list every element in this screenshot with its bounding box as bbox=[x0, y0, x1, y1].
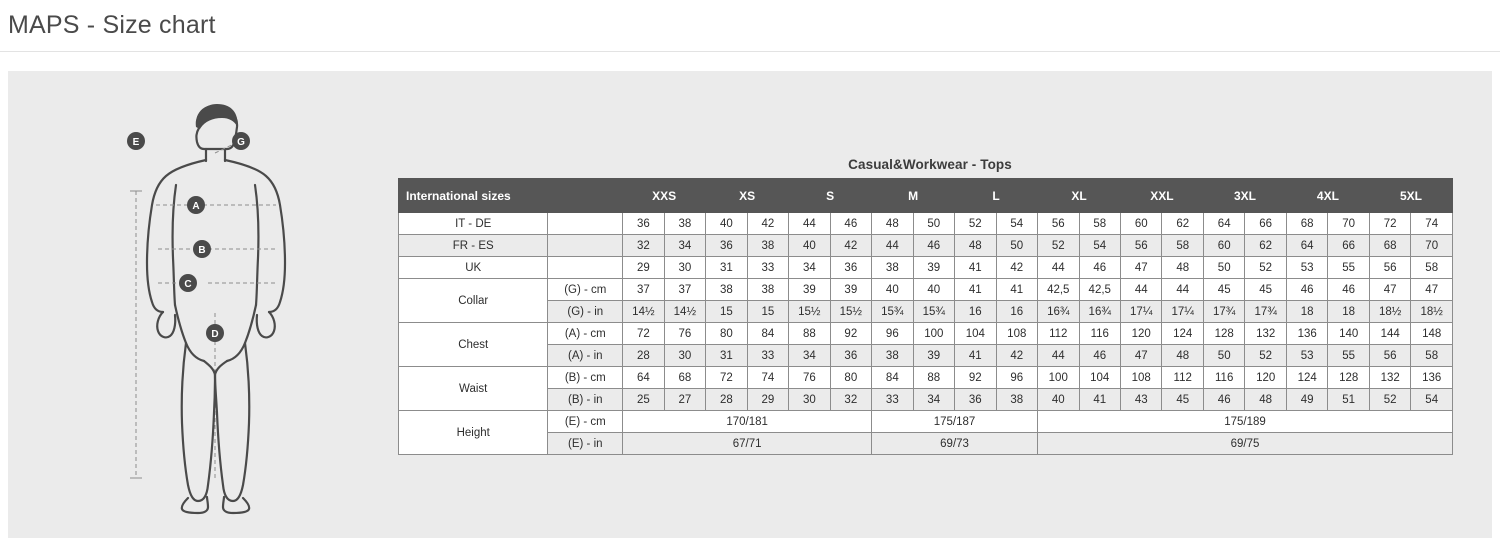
table-cell: 76 bbox=[789, 367, 830, 389]
table-cell: 72 bbox=[623, 323, 664, 345]
row-unit bbox=[548, 257, 623, 279]
table-cell-merged: 69/75 bbox=[1038, 433, 1453, 455]
table-cell: 38 bbox=[747, 279, 789, 301]
header-size-m: M bbox=[872, 179, 955, 213]
table-cell: 16 bbox=[996, 301, 1037, 323]
table-cell: 56 bbox=[1038, 213, 1079, 235]
table-cell: 32 bbox=[623, 235, 664, 257]
table-cell: 30 bbox=[664, 257, 706, 279]
row-unit: (G) - in bbox=[548, 301, 623, 323]
table-cell: 15½ bbox=[830, 301, 872, 323]
table-cell: 124 bbox=[1286, 367, 1327, 389]
table-cell: 39 bbox=[830, 279, 872, 301]
row-unit: (A) - in bbox=[548, 345, 623, 367]
table-cell: 58 bbox=[1411, 257, 1453, 279]
table-cell: 120 bbox=[1120, 323, 1161, 345]
table-cell: 42 bbox=[996, 257, 1037, 279]
table-cell: 124 bbox=[1162, 323, 1203, 345]
header-unit bbox=[548, 179, 623, 213]
table-cell: 41 bbox=[1079, 389, 1120, 411]
table-cell: 80 bbox=[706, 323, 747, 345]
table-cell: 128 bbox=[1328, 367, 1370, 389]
row-label: Collar bbox=[399, 279, 548, 323]
header-size-xl: XL bbox=[1038, 179, 1121, 213]
row-unit bbox=[548, 213, 623, 235]
table-row bbox=[399, 367, 1453, 389]
table-cell: 46 bbox=[1079, 257, 1120, 279]
table-cell: 55 bbox=[1328, 257, 1370, 279]
table-cell: 37 bbox=[664, 279, 706, 301]
table-cell: 52 bbox=[1245, 257, 1287, 279]
table-cell: 136 bbox=[1411, 367, 1453, 389]
table-cell: 40 bbox=[789, 235, 830, 257]
table-cell: 60 bbox=[1120, 213, 1161, 235]
table-cell: 84 bbox=[872, 367, 913, 389]
table-row bbox=[399, 411, 1453, 433]
table-cell: 27 bbox=[664, 389, 706, 411]
table-cell: 45 bbox=[1203, 279, 1244, 301]
table-cell: 15 bbox=[747, 301, 789, 323]
table-cell: 17¾ bbox=[1203, 301, 1244, 323]
table-cell: 18½ bbox=[1369, 301, 1410, 323]
table-cell: 44 bbox=[789, 213, 830, 235]
body-figure bbox=[8, 71, 398, 538]
table-cell: 55 bbox=[1328, 345, 1370, 367]
table-cell: 112 bbox=[1162, 367, 1203, 389]
table-cell: 66 bbox=[1328, 235, 1370, 257]
table-cell: 46 bbox=[913, 235, 954, 257]
table-cell: 53 bbox=[1286, 345, 1327, 367]
table-cell: 39 bbox=[789, 279, 830, 301]
table-cell: 34 bbox=[789, 345, 830, 367]
table-cell: 36 bbox=[830, 345, 872, 367]
svg-text:D: D bbox=[211, 329, 219, 340]
row-unit: (G) - cm bbox=[548, 279, 623, 301]
row-unit: (E) - cm bbox=[548, 411, 623, 433]
svg-text:C: C bbox=[184, 279, 192, 290]
table-cell: 16 bbox=[955, 301, 996, 323]
table-cell: 54 bbox=[996, 213, 1037, 235]
table-cell: 54 bbox=[1079, 235, 1120, 257]
table-cell: 47 bbox=[1120, 257, 1161, 279]
table-cell: 17¼ bbox=[1162, 301, 1203, 323]
table-cell: 31 bbox=[706, 257, 747, 279]
table-cell: 72 bbox=[1369, 213, 1410, 235]
table-cell: 140 bbox=[1328, 323, 1370, 345]
table-cell: 40 bbox=[706, 213, 747, 235]
table-cell: 42,5 bbox=[1079, 279, 1120, 301]
table-cell: 100 bbox=[1038, 367, 1079, 389]
table-cell: 17¼ bbox=[1120, 301, 1161, 323]
row-label: Waist bbox=[399, 367, 548, 411]
table-cell: 48 bbox=[1245, 389, 1287, 411]
table-row bbox=[399, 345, 1453, 367]
table-cell: 28 bbox=[706, 389, 747, 411]
table-cell: 44 bbox=[1162, 279, 1203, 301]
table-cell: 108 bbox=[996, 323, 1037, 345]
table-cell: 49 bbox=[1286, 389, 1327, 411]
table-row bbox=[399, 213, 1453, 235]
table-row bbox=[399, 301, 1453, 323]
table-cell: 36 bbox=[623, 213, 664, 235]
table-cell: 96 bbox=[996, 367, 1037, 389]
table-cell: 38 bbox=[664, 213, 706, 235]
table-cell: 33 bbox=[747, 257, 789, 279]
table-cell-merged: 67/71 bbox=[623, 433, 872, 455]
table-cell: 15¾ bbox=[872, 301, 913, 323]
table-cell: 41 bbox=[955, 257, 996, 279]
table-cell: 50 bbox=[1203, 257, 1244, 279]
row-unit: (E) - in bbox=[548, 433, 623, 455]
row-label: Height bbox=[399, 411, 548, 455]
table-cell: 38 bbox=[706, 279, 747, 301]
table-cell: 17¾ bbox=[1245, 301, 1287, 323]
table-cell: 56 bbox=[1120, 235, 1161, 257]
table-cell: 39 bbox=[913, 257, 954, 279]
table-cell: 25 bbox=[623, 389, 664, 411]
table-cell: 38 bbox=[872, 257, 913, 279]
table-cell: 16¾ bbox=[1038, 301, 1079, 323]
table-cell: 40 bbox=[1038, 389, 1079, 411]
table-cell-merged: 170/181 bbox=[623, 411, 872, 433]
table-cell: 60 bbox=[1203, 235, 1244, 257]
table-cell: 44 bbox=[1038, 257, 1079, 279]
content-panel bbox=[8, 71, 1492, 538]
table-cell: 74 bbox=[1411, 213, 1453, 235]
table-cell: 96 bbox=[872, 323, 913, 345]
row-unit: (A) - cm bbox=[548, 323, 623, 345]
row-unit: (B) - cm bbox=[548, 367, 623, 389]
header-size-xxl: XXL bbox=[1120, 179, 1203, 213]
table-cell: 74 bbox=[747, 367, 789, 389]
table-cell: 56 bbox=[1369, 257, 1410, 279]
table-head bbox=[399, 179, 1453, 213]
table-cell: 52 bbox=[1369, 389, 1410, 411]
table-cell: 44 bbox=[1038, 345, 1079, 367]
table-cell: 34 bbox=[913, 389, 954, 411]
header-size-xs: XS bbox=[706, 179, 789, 213]
table-row bbox=[399, 323, 1453, 345]
table-cell: 76 bbox=[664, 323, 706, 345]
table-cell: 128 bbox=[1203, 323, 1244, 345]
table-cell: 108 bbox=[1120, 367, 1161, 389]
table-row bbox=[399, 389, 1453, 411]
table-cell: 45 bbox=[1162, 389, 1203, 411]
table-cell-merged: 175/189 bbox=[1038, 411, 1453, 433]
table-cell: 40 bbox=[913, 279, 954, 301]
row-unit bbox=[548, 235, 623, 257]
table-cell: 148 bbox=[1411, 323, 1453, 345]
table-cell: 48 bbox=[872, 213, 913, 235]
table-cell: 38 bbox=[872, 345, 913, 367]
table-cell: 45 bbox=[1245, 279, 1287, 301]
table-cell: 34 bbox=[789, 257, 830, 279]
table-cell: 50 bbox=[1203, 345, 1244, 367]
svg-text:G: G bbox=[237, 137, 245, 148]
table-cell: 18 bbox=[1286, 301, 1327, 323]
table-cell: 44 bbox=[1120, 279, 1161, 301]
table-row bbox=[399, 257, 1453, 279]
table-cell: 42 bbox=[830, 235, 872, 257]
header-size-xxs: XXS bbox=[623, 179, 706, 213]
table-cell: 68 bbox=[1286, 213, 1327, 235]
table-cell: 48 bbox=[1162, 257, 1203, 279]
table-cell: 116 bbox=[1203, 367, 1244, 389]
header-international-sizes: International sizes bbox=[399, 179, 548, 213]
table-caption: Casual&Workwear - Tops bbox=[848, 157, 1012, 172]
row-label: IT - DE bbox=[399, 213, 548, 235]
table-cell: 112 bbox=[1038, 323, 1079, 345]
table-cell: 52 bbox=[1038, 235, 1079, 257]
table-cell: 68 bbox=[1369, 235, 1410, 257]
table-row bbox=[399, 235, 1453, 257]
table-cell: 56 bbox=[1369, 345, 1410, 367]
page-title: MAPS - Size chart bbox=[8, 11, 216, 39]
header-size-4xl: 4XL bbox=[1286, 179, 1369, 213]
table-cell: 84 bbox=[747, 323, 789, 345]
table-cell: 30 bbox=[789, 389, 830, 411]
table-cell: 53 bbox=[1286, 257, 1327, 279]
table-cell: 36 bbox=[955, 389, 996, 411]
table-body bbox=[399, 213, 1453, 455]
table-cell: 30 bbox=[664, 345, 706, 367]
table-cell: 15 bbox=[706, 301, 747, 323]
table-cell: 15½ bbox=[789, 301, 830, 323]
row-label: Chest bbox=[399, 323, 548, 367]
table-cell: 38 bbox=[747, 235, 789, 257]
table-cell: 41 bbox=[955, 345, 996, 367]
table-cell: 50 bbox=[996, 235, 1037, 257]
table-cell: 47 bbox=[1369, 279, 1410, 301]
table-cell: 42,5 bbox=[1038, 279, 1079, 301]
table-cell: 132 bbox=[1369, 367, 1410, 389]
table-cell: 104 bbox=[955, 323, 996, 345]
table-cell: 18½ bbox=[1411, 301, 1453, 323]
table-cell: 37 bbox=[623, 279, 664, 301]
table-cell: 120 bbox=[1245, 367, 1287, 389]
table-cell: 58 bbox=[1079, 213, 1120, 235]
row-label: UK bbox=[399, 257, 548, 279]
table-cell: 50 bbox=[913, 213, 954, 235]
row-unit: (B) - in bbox=[548, 389, 623, 411]
table-cell: 116 bbox=[1079, 323, 1120, 345]
table-cell: 70 bbox=[1328, 213, 1370, 235]
table-cell: 48 bbox=[1162, 345, 1203, 367]
table-cell: 58 bbox=[1411, 345, 1453, 367]
table-cell: 72 bbox=[706, 367, 747, 389]
table-cell: 54 bbox=[1411, 389, 1453, 411]
table-cell: 34 bbox=[664, 235, 706, 257]
table-cell: 42 bbox=[996, 345, 1037, 367]
header-size-3xl: 3XL bbox=[1203, 179, 1286, 213]
table-cell-merged: 69/73 bbox=[872, 433, 1038, 455]
table-cell: 144 bbox=[1369, 323, 1410, 345]
table-row bbox=[399, 279, 1453, 301]
table-cell: 46 bbox=[1079, 345, 1120, 367]
page-header bbox=[0, 0, 1500, 52]
table-cell: 58 bbox=[1162, 235, 1203, 257]
table-cell: 51 bbox=[1328, 389, 1370, 411]
table-cell: 62 bbox=[1162, 213, 1203, 235]
table-cell: 70 bbox=[1411, 235, 1453, 257]
header-size-s: S bbox=[789, 179, 872, 213]
body-diagram-svg bbox=[8, 93, 398, 523]
table-cell: 64 bbox=[1203, 213, 1244, 235]
table-cell: 62 bbox=[1245, 235, 1287, 257]
table-cell: 136 bbox=[1286, 323, 1327, 345]
table-cell: 132 bbox=[1245, 323, 1287, 345]
table-cell: 41 bbox=[955, 279, 996, 301]
table-cell: 104 bbox=[1079, 367, 1120, 389]
table-cell: 46 bbox=[830, 213, 872, 235]
table-cell: 46 bbox=[1203, 389, 1244, 411]
table-cell: 31 bbox=[706, 345, 747, 367]
table-cell: 36 bbox=[706, 235, 747, 257]
table-cell: 44 bbox=[872, 235, 913, 257]
table-cell: 100 bbox=[913, 323, 954, 345]
table-row bbox=[399, 433, 1453, 455]
size-chart-table bbox=[398, 178, 1453, 455]
table-cell: 88 bbox=[913, 367, 954, 389]
table-cell: 16¾ bbox=[1079, 301, 1120, 323]
table-cell: 41 bbox=[996, 279, 1037, 301]
table-cell: 29 bbox=[623, 257, 664, 279]
size-table-block bbox=[398, 71, 1492, 455]
table-cell: 15¾ bbox=[913, 301, 954, 323]
table-cell: 47 bbox=[1120, 345, 1161, 367]
table-cell: 14½ bbox=[664, 301, 706, 323]
table-cell: 80 bbox=[830, 367, 872, 389]
svg-text:B: B bbox=[198, 245, 206, 256]
header-size-l: L bbox=[955, 179, 1038, 213]
table-cell: 33 bbox=[747, 345, 789, 367]
table-cell: 33 bbox=[872, 389, 913, 411]
table-cell: 42 bbox=[747, 213, 789, 235]
table-cell: 52 bbox=[955, 213, 996, 235]
table-cell: 88 bbox=[789, 323, 830, 345]
table-cell: 39 bbox=[913, 345, 954, 367]
table-cell: 64 bbox=[623, 367, 664, 389]
table-cell: 40 bbox=[872, 279, 913, 301]
row-label: FR - ES bbox=[399, 235, 548, 257]
table-cell: 48 bbox=[955, 235, 996, 257]
table-cell: 14½ bbox=[623, 301, 664, 323]
table-cell: 29 bbox=[747, 389, 789, 411]
header-size-5xl: 5XL bbox=[1369, 179, 1452, 213]
table-cell: 28 bbox=[623, 345, 664, 367]
table-cell: 38 bbox=[996, 389, 1037, 411]
table-cell: 18 bbox=[1328, 301, 1370, 323]
table-cell: 64 bbox=[1286, 235, 1327, 257]
table-cell: 52 bbox=[1245, 345, 1287, 367]
table-cell-merged: 175/187 bbox=[872, 411, 1038, 433]
table-cell: 46 bbox=[1328, 279, 1370, 301]
table-cell: 36 bbox=[830, 257, 872, 279]
table-cell: 92 bbox=[830, 323, 872, 345]
table-cell: 32 bbox=[830, 389, 872, 411]
svg-text:E: E bbox=[132, 137, 140, 148]
svg-text:A: A bbox=[192, 201, 200, 212]
table-cell: 46 bbox=[1286, 279, 1327, 301]
table-cell: 43 bbox=[1120, 389, 1161, 411]
table-cell: 68 bbox=[664, 367, 706, 389]
table-cell: 92 bbox=[955, 367, 996, 389]
table-cell: 47 bbox=[1411, 279, 1453, 301]
table-cell: 66 bbox=[1245, 213, 1287, 235]
table-header-row bbox=[399, 179, 1453, 213]
